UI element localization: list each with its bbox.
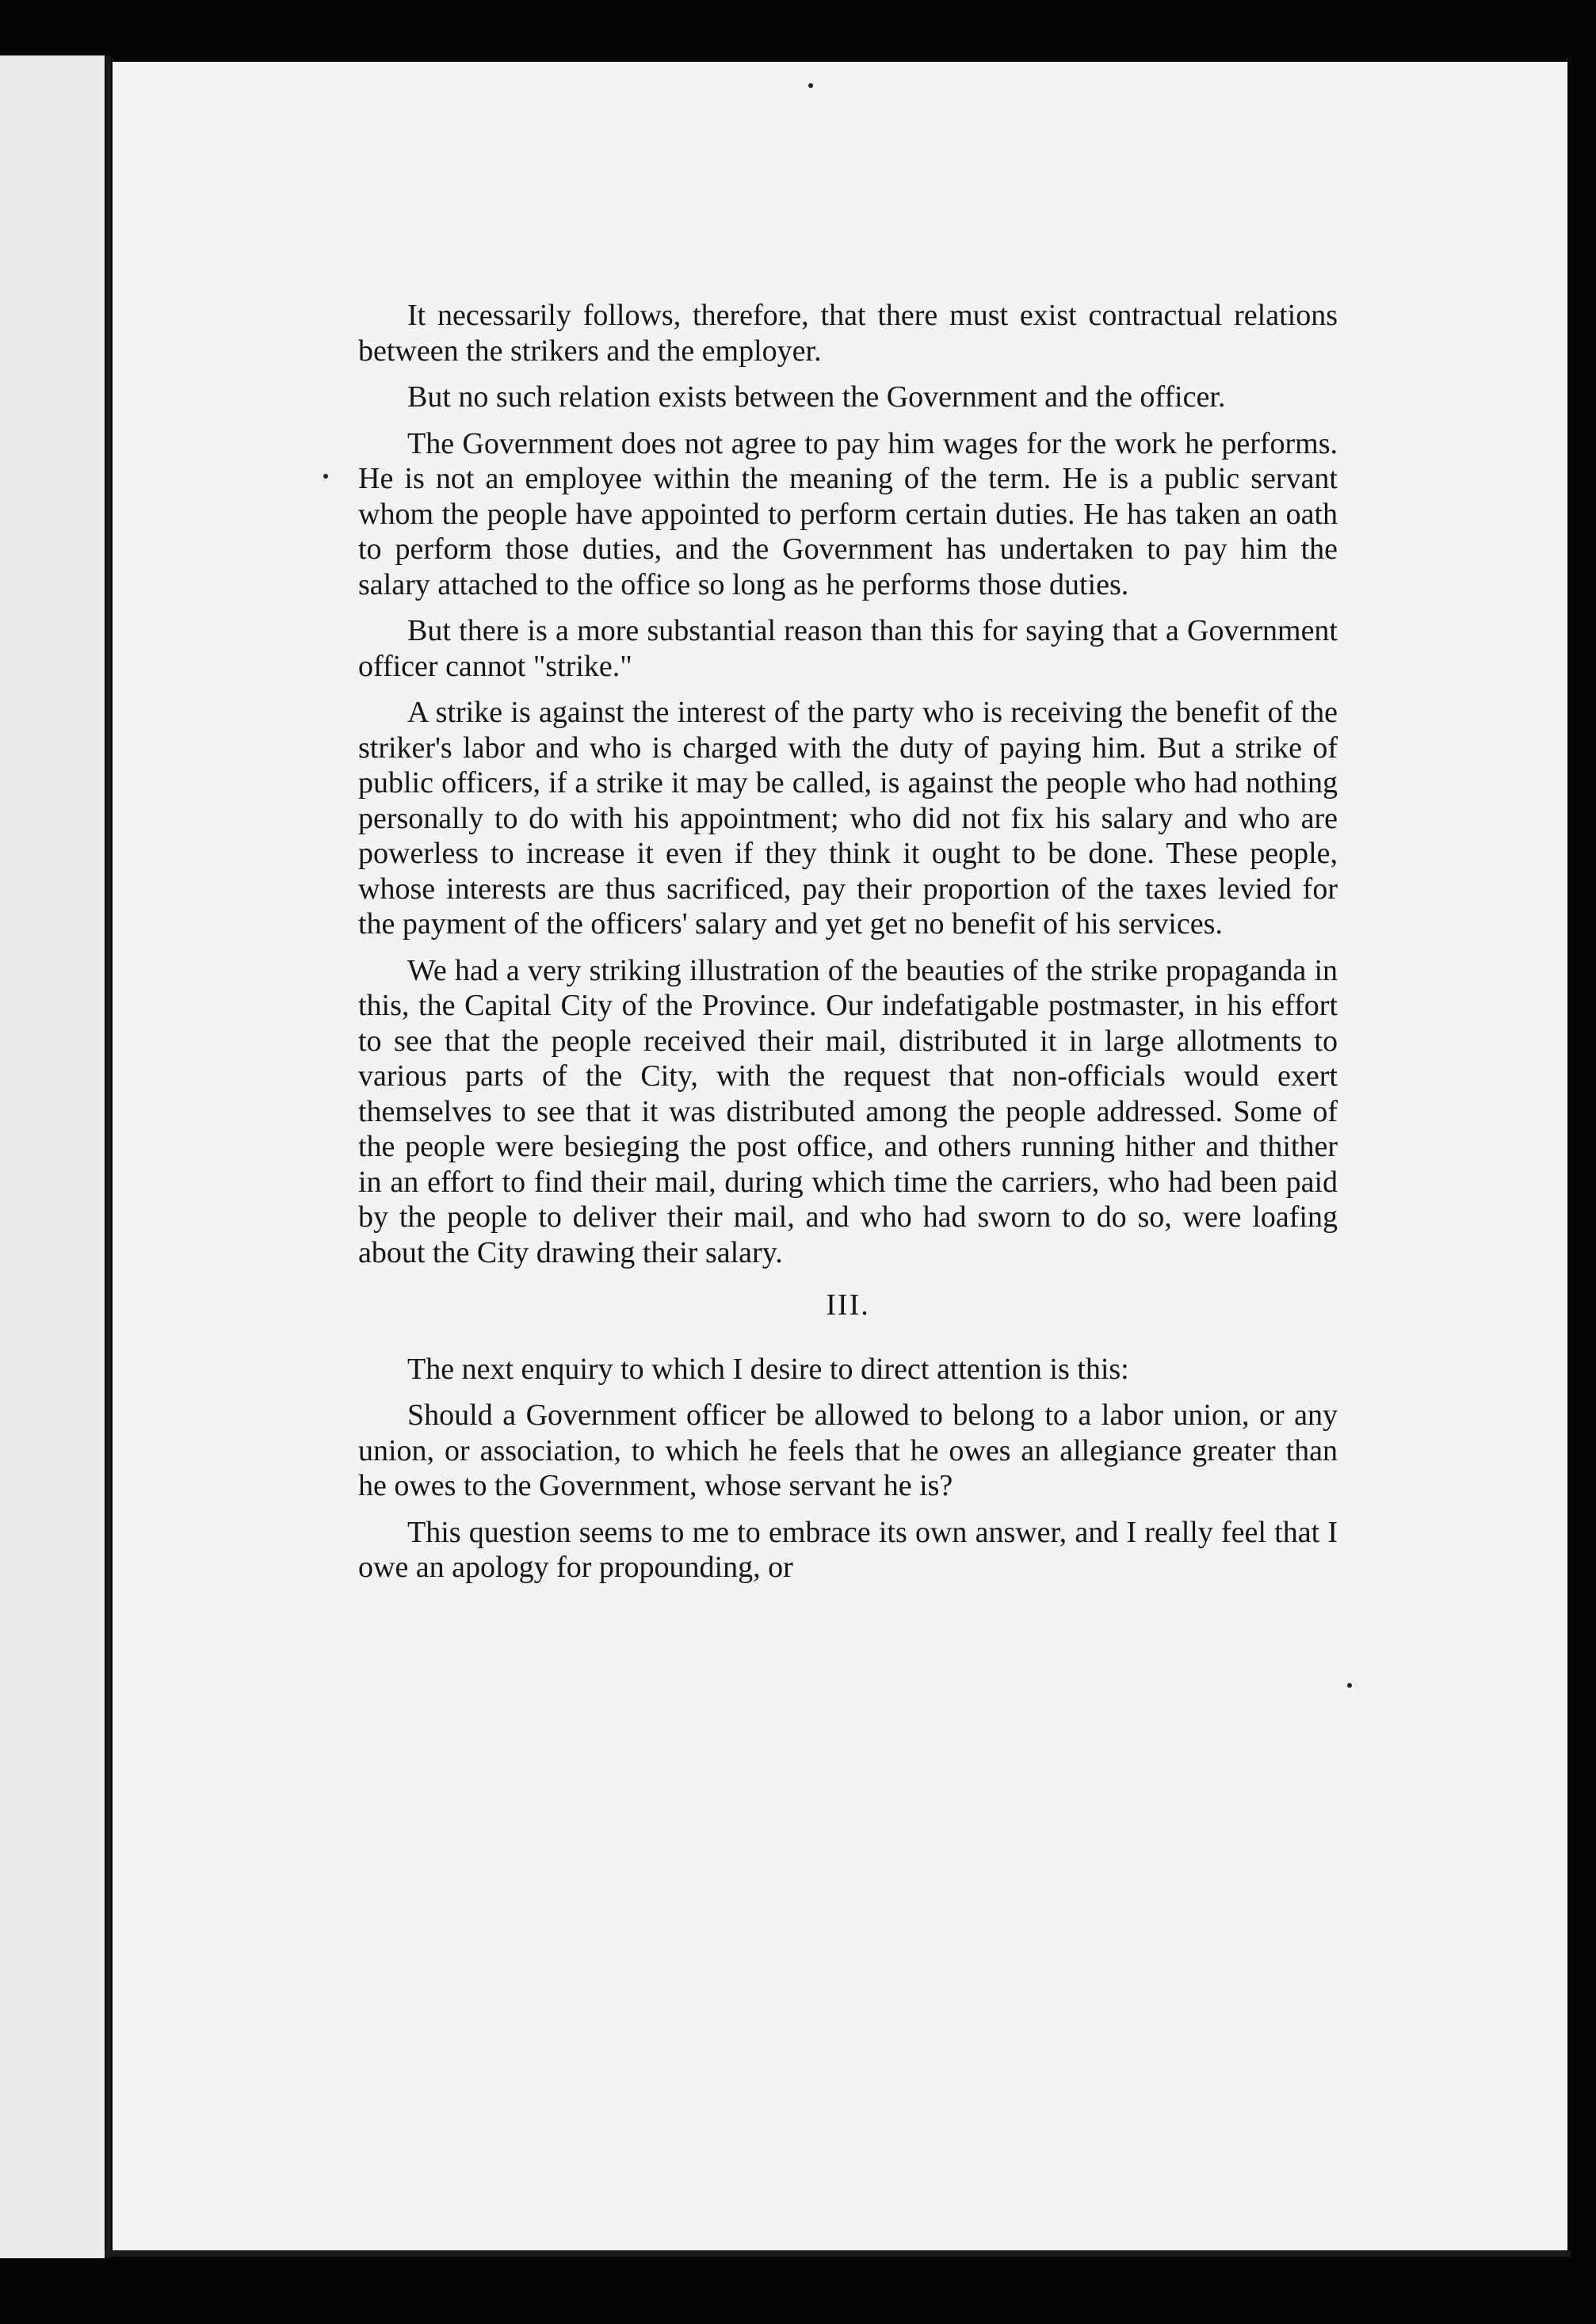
margin-speck (1347, 1683, 1352, 1688)
paragraph: A strike is against the interest of the party who is receiving the benefit of the striker's labor and who is charged with the duty of paying him. But a strike of public officers, if a strike it may be called, is against the people who had nothing personally to do with his appointment; who did not fix his salary and who are powerless to increase it even if they think it ought to be done. These people, whose interests are thus sacrificed, pay their proportion of the taxes levied for the payment of the officers' salary and yet get no benefit of his services. (358, 696, 1338, 941)
paragraph: It necessarily follows, therefore, that there must exist contractual relations between the strikers and the employer. (358, 299, 1338, 368)
paragraph: But no such relation exists between the Government and the officer. (407, 380, 1226, 414)
adjacent-page-edge (0, 55, 105, 2258)
paragraph: But there is a more substantial reason than this for saying that a Government officer cannot "strike." (358, 614, 1338, 683)
page-bottom-edge (105, 2250, 1571, 2257)
binding-rule (106, 55, 111, 2258)
margin-speck (808, 83, 813, 88)
margin-speck (323, 474, 328, 479)
paragraph: We had a very striking illustration of the beauties of the strike propaganda in this, the Capital City of the Province. Our indefatigable postmaster, in his effort to see that the people received their mail, distributed it in large allotments to various parts of the City, with the request that non-officials would exert themselves to see that it was distributed among the people addressed. Some of the people were besieging the post office, and others running hither and thither in an effort to find their mail, during which time the carriers, who had been paid by the people to deliver their mail, and who had sworn to do so, were loafing about the City drawing their salary. (358, 953, 1338, 1269)
section-heading: III. (826, 1288, 870, 1322)
document-body-text (358, 298, 1338, 1586)
paragraph: This question seems to me to embrace its own answer, and I really feel that I owe an apology for propounding, or (358, 1515, 1338, 1584)
paragraph: Should a Government officer be allowed to belong to a labor union, or any union, or association, to which he feels that he owes an allegiance greater than he owes to the Government, whose servant he is? (358, 1399, 1338, 1502)
paragraph: The next enquiry to which I desire to direct attention is this: (407, 1352, 1129, 1386)
paragraph: The Government does not agree to pay him wages for the work he performs. He is not an employee within the meaning of the term. He is a public servant whom the people have appointed to perform certain duties. He has taken an oath to perform those duties, and the Government has undertaken to pay him the salary attached to the office so long as he performs those duties. (358, 426, 1338, 601)
